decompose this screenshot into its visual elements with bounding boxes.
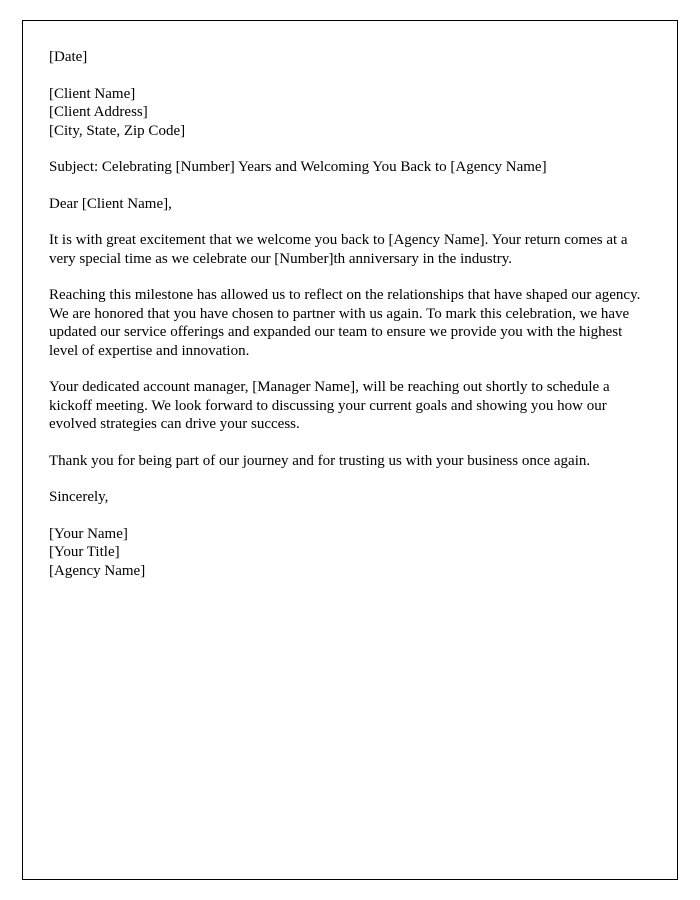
body-paragraph-2: Reaching this milestone has allowed us to reflect on the relationships that have shaped our agency. We are honored that you have chosen to partner with us again. To mark this celebration, we have updated our service offerings and expanded our team to ensure we provide you with the highest level of expertise and innovation. <box>49 287 641 359</box>
recipient-address: [Client Address] <box>49 104 148 120</box>
signature-title: [Your Title] <box>49 544 120 560</box>
body-paragraph-1: It is with great excitement that we welcome you back to [Agency Name]. Your return comes at a very special time as we celebrate our [Number]th anniversary in the industry. <box>49 232 628 267</box>
body-paragraph-4: Thank you for being part of our journey and for trusting us with your business once again. <box>49 452 591 469</box>
letter-page <box>22 20 678 880</box>
body-paragraph-3: Your dedicated account manager, [Manager Name], will be reaching out shortly to schedule a kickoff meeting. We look forward to discussing your current goals and showing you how our evolved strategies can drive your success. <box>49 379 610 432</box>
date-block <box>49 48 651 67</box>
recipient-city-state-zip: [City, State, Zip Code] <box>49 122 186 139</box>
subject-line: Subject: Celebrating [Number] Years and Welcoming You Back to [Agency Name] <box>49 159 547 175</box>
signature-name: [Your Name] <box>49 525 128 542</box>
salutation: Dear [Client Name], <box>49 195 172 212</box>
date-line: [Date] <box>49 49 88 65</box>
signature-agency: [Agency Name] <box>49 562 146 579</box>
recipient-address-block <box>49 85 651 141</box>
recipient-name: [Client Name] <box>49 85 136 102</box>
signature-block <box>49 525 651 581</box>
closing: Sincerely, <box>49 489 109 505</box>
